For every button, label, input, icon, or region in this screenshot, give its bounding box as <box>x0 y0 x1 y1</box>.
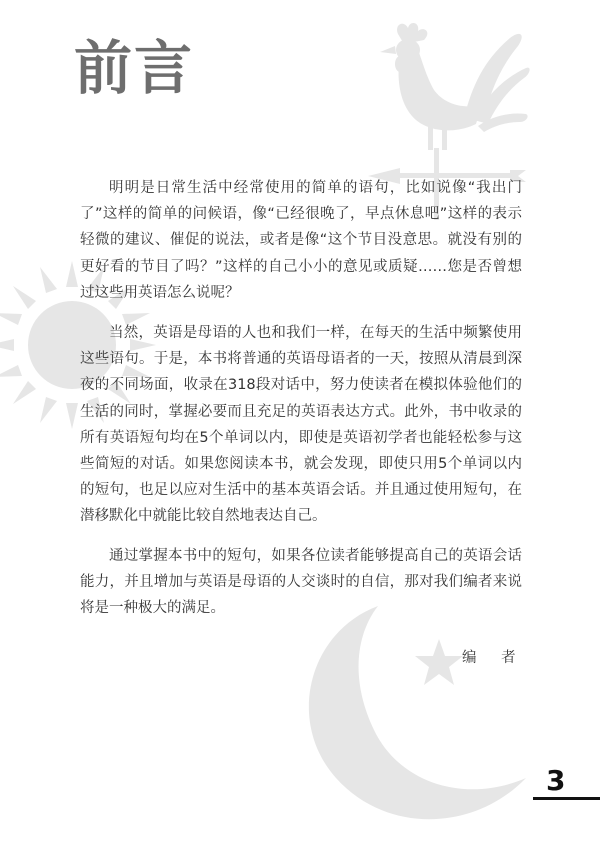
preface-paragraph-3: 通过掌握本书中的短句，如果各位读者能够提高自己的英语会话能力，并且增加与英语是母语的人交谈时的自信，那对我们编者来说将是一种极大的满足。 <box>80 548 522 617</box>
page-number-rule <box>533 797 600 800</box>
crescent-moon-icon <box>290 600 530 830</box>
star-icon <box>414 638 464 688</box>
editor-signature: 编 者 <box>462 650 526 666</box>
page-title: 前言 <box>74 34 195 102</box>
preface-paragraph-2: 当然，英语是母语的人也和我们一样，在每天的生活中频繁使用这些语句。于是，本书将普通的英语母语者的一天，按照从清晨到深夜的不同场面，收录在318段对话中，努力使读者在模拟体验他们的生活的同时，掌握必要而且充足的英语表达方式。此外，书中收录的所有英语短句均在5个单词以内，即使是英语初学者也能轻松参与这些简短的对话。如果您阅读本书，就会发现，即使只用5个单词以内的短句，也足以应对生活中的基本英语会话。并且通过使用短句，在潜移默化中就能比较自然地表达自己。 <box>80 325 522 525</box>
page-number: 3 <box>546 764 566 797</box>
preface-paragraph-1: 明明是日常生活中经常使用的简单的语句，比如说像“我出门了”这样的简单的问候语，像“已经很晚了，早点休息吧”这样的表示轻微的建议、催促的说法，或者是像“这个节目没意思。就没有别的更好看的节目了吗？”这样的自己小小的意见或质疑……您是否曾想过这些用英语怎么说呢？ <box>80 180 522 301</box>
